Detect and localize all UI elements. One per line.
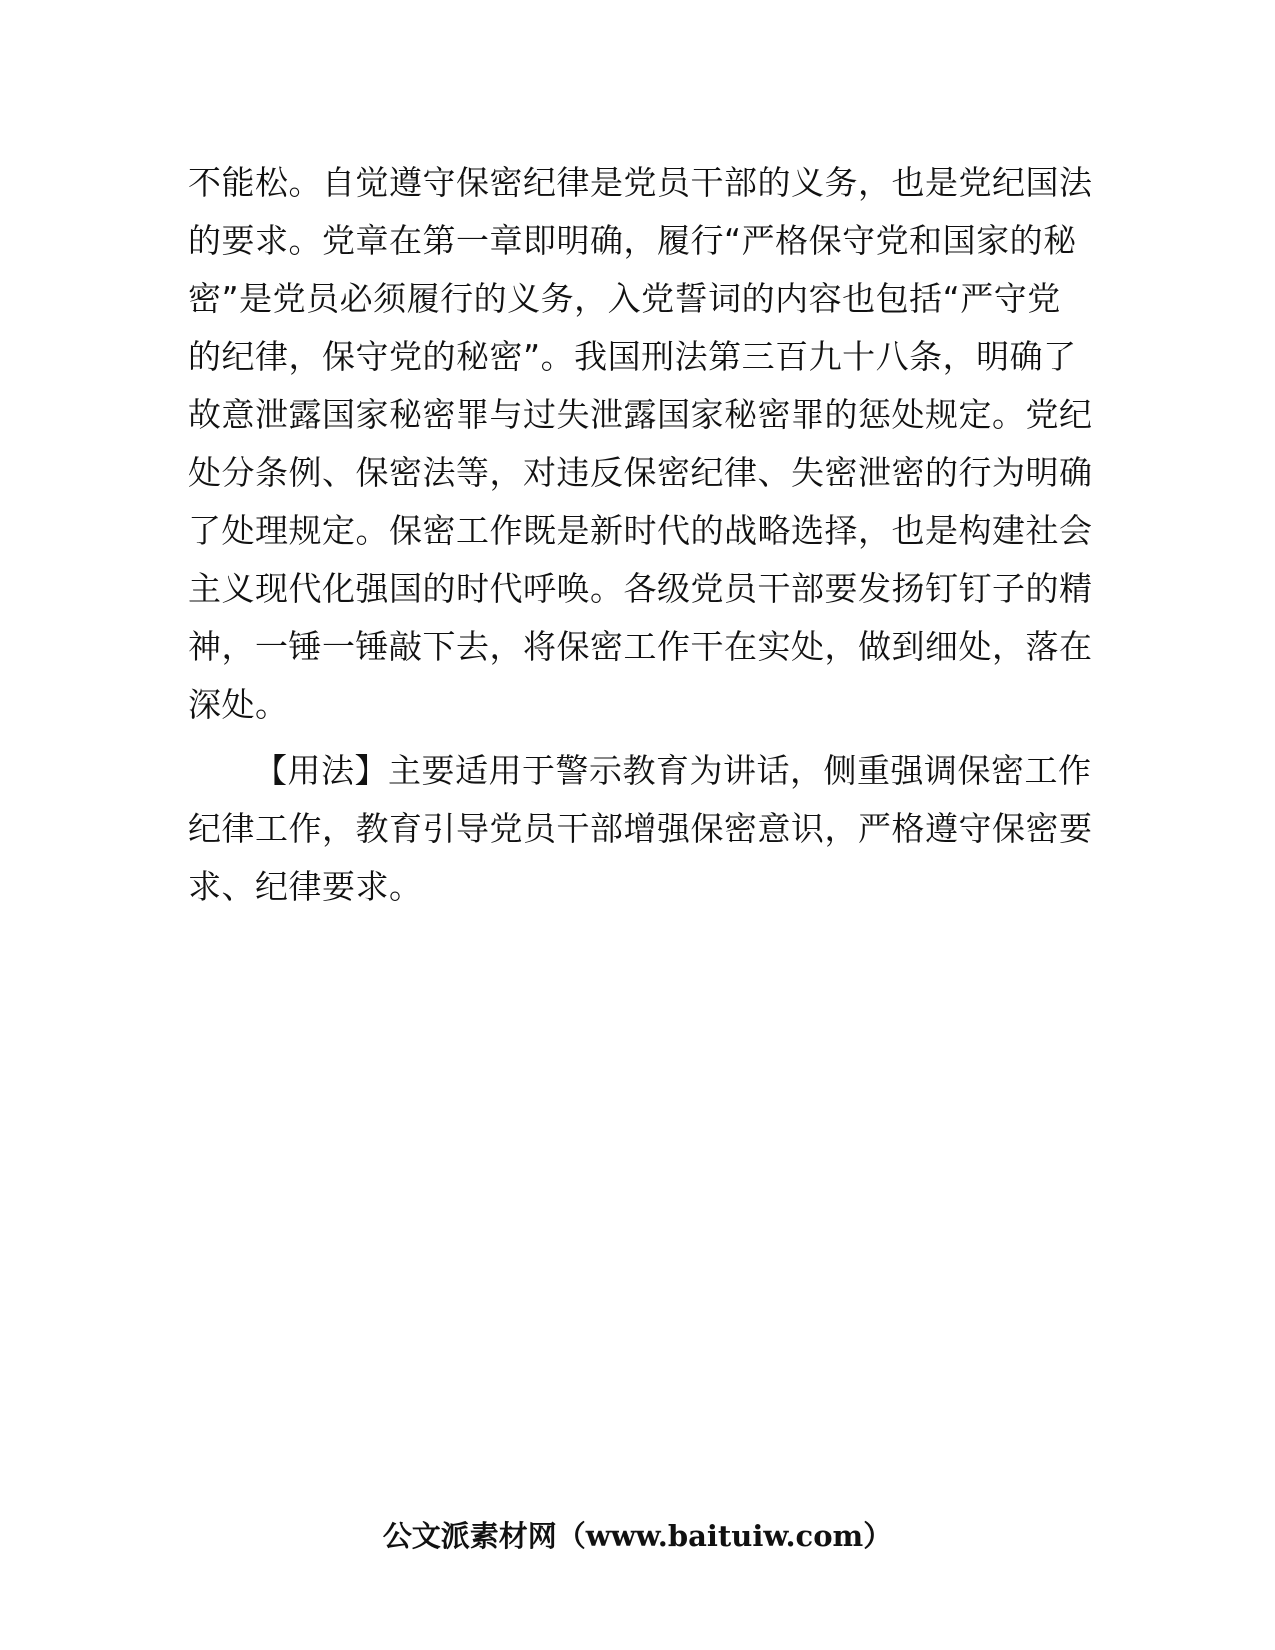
text-line: 主义现代化强国的时代呼唤。各级党员干部要发扬钉钉子的精 [188, 569, 1093, 608]
paragraph-1 [188, 154, 1093, 734]
text-line: 求、纪律要求。 [188, 867, 423, 906]
text-line: 不能松。自觉遵守保密纪律是党员干部的义务，也是党纪国法 [188, 163, 1093, 202]
text-line: 了处理规定。保密工作既是新时代的战略选择，也是构建社会 [188, 511, 1093, 550]
text-line: 处分条例、保密法等，对违反保密纪律、失密泄密的行为明确 [188, 453, 1093, 492]
document-body [188, 154, 1093, 916]
text-line: 【用法】主要适用于警示教育为讲话，侧重强调保密工作 [254, 751, 1092, 790]
text-line: 神，一锤一锤敲下去，将保密工作干在实处，做到细处，落在 [188, 627, 1093, 666]
text-line: 的纪律，保守党的秘密”。我国刑法第三百九十八条，明确了 [188, 337, 1077, 376]
paragraph-2 [188, 742, 1093, 916]
text-line: 纪律工作，教育引导党员干部增强保密意识，严格遵守保密要 [188, 809, 1093, 848]
text-line: 的要求。党章在第一章即明确，履行“严格保守党和国家的秘 [188, 221, 1077, 260]
text-line: 深处。 [188, 685, 289, 724]
text-line: 密”是党员必须履行的义务，入党誓词的内容也包括“严守党 [188, 279, 1061, 318]
paragraph-spacer [188, 734, 1088, 742]
text-line: 故意泄露国家秘密罪与过失泄露国家秘密罪的惩处规定。党纪 [188, 395, 1093, 434]
footer-source-text: 公文派素材网（www.baituiw.com） [382, 1519, 893, 1553]
